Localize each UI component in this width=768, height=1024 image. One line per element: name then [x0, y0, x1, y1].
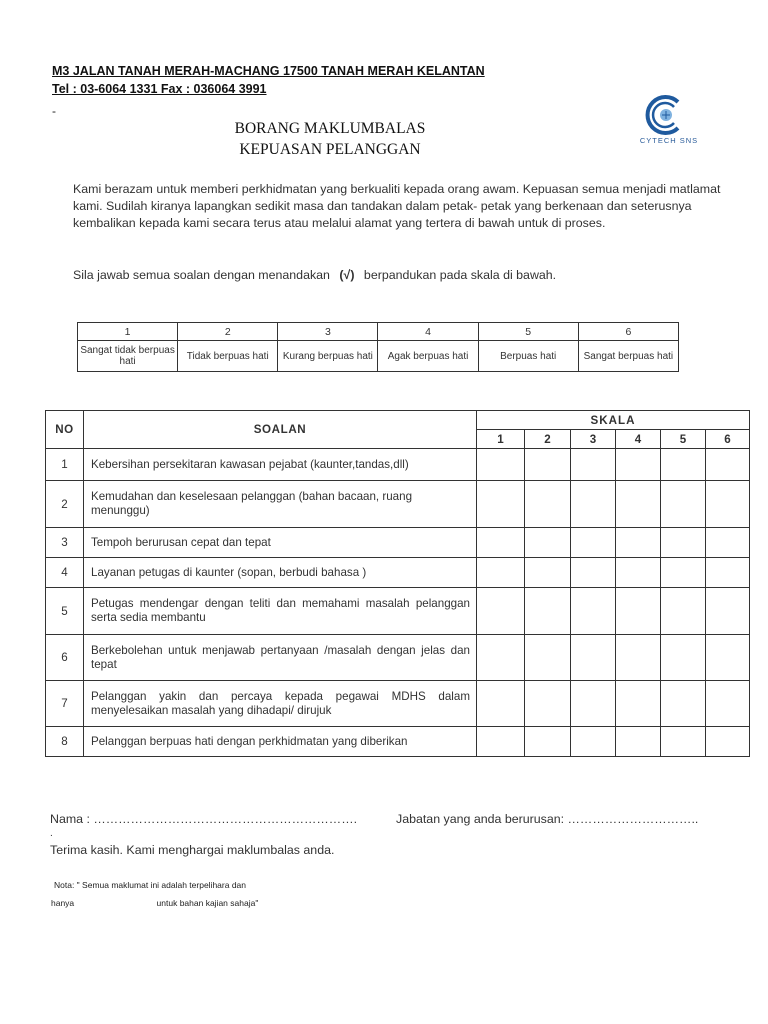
rating-cell[interactable]	[706, 481, 750, 528]
table-row	[46, 681, 750, 727]
questionnaire-table	[45, 410, 750, 757]
table-row	[46, 635, 750, 681]
scale-legend-desc: Sangat tidak berpuas hati	[78, 341, 178, 372]
rating-cell[interactable]	[571, 681, 616, 727]
rating-cell[interactable]	[661, 528, 706, 558]
rating-cell[interactable]	[616, 635, 661, 681]
rating-cell[interactable]	[571, 635, 616, 681]
scale-legend-desc: Kurang berpuas hati	[278, 341, 378, 372]
col-skala-header: SKALA	[477, 411, 750, 430]
instruction-text	[73, 268, 556, 282]
rating-cell[interactable]	[661, 481, 706, 528]
scale-legend-table	[77, 322, 679, 372]
rating-cell[interactable]	[706, 588, 750, 635]
rating-cell[interactable]	[477, 727, 525, 757]
form-title-line1: BORANG MAKLUMBALAS	[234, 120, 426, 137]
form-title-line2: KEPUASAN PELANGGAN	[239, 141, 421, 158]
intro-paragraph: Kami berazam untuk memberi perkhidmatan yang berkualiti kepada orang awam. Kepuasan semua menjadi matlamat kami. Sudilah kiranya lapangkan sedikit masa dan tandakan dalam petak- petak yang berkenaan dan seterusnya kembalikan kepada kami secara terus atau melalui alamat yang tertera di bawah untuk di proses.	[73, 182, 721, 230]
scale-num-header: 6	[706, 430, 750, 449]
rating-cell[interactable]	[616, 558, 661, 588]
rating-cell[interactable]	[661, 588, 706, 635]
rating-cell[interactable]	[571, 558, 616, 588]
table-row	[46, 481, 750, 528]
rating-cell[interactable]	[525, 481, 571, 528]
footer-dot: .	[50, 828, 53, 839]
rating-cell[interactable]	[706, 635, 750, 681]
logo-text: CYTECH SNS	[639, 136, 699, 145]
scale-num-header: 5	[661, 430, 706, 449]
row-number: 7	[46, 681, 84, 727]
instruction-before: Sila jawab semua soalan dengan menandakan	[73, 268, 330, 282]
rating-cell[interactable]	[706, 558, 750, 588]
rating-cell[interactable]	[616, 588, 661, 635]
rating-cell[interactable]	[477, 449, 525, 481]
row-question: Layanan petugas di kaunter (sopan, berbudi bahasa )	[84, 558, 477, 588]
rating-cell[interactable]	[525, 727, 571, 757]
scale-num-header: 4	[616, 430, 661, 449]
rating-cell[interactable]	[571, 481, 616, 528]
cytech-logo-icon	[622, 78, 716, 164]
nota-line2-b: untuk bahan kajian sahaja"	[156, 898, 259, 908]
rating-cell[interactable]	[571, 727, 616, 757]
rating-cell[interactable]	[571, 588, 616, 635]
rating-cell[interactable]	[616, 727, 661, 757]
jabatan-field[interactable]: Jabatan yang anda berurusan: …………………………..	[396, 812, 699, 826]
rating-cell[interactable]	[525, 528, 571, 558]
rating-cell[interactable]	[706, 449, 750, 481]
scale-num-header: 3	[571, 430, 616, 449]
row-number: 5	[46, 588, 84, 635]
row-number: 8	[46, 727, 84, 757]
table-row	[46, 528, 750, 558]
row-question: Pelanggan yakin dan percaya kepada pegawai MDHS dalam menyelesaikan masalah yang dihadapi/ dirujuk	[84, 681, 477, 727]
nama-field[interactable]: Nama : ……………………………………………………….	[50, 812, 358, 826]
rating-cell[interactable]	[525, 635, 571, 681]
row-question: Tempoh berurusan cepat dan tepat	[84, 528, 477, 558]
rating-cell[interactable]	[571, 528, 616, 558]
scale-legend-num: 4	[378, 323, 478, 341]
table-row	[46, 449, 750, 481]
rating-cell[interactable]	[525, 681, 571, 727]
scale-num-header: 2	[525, 430, 571, 449]
rating-cell[interactable]	[616, 681, 661, 727]
row-question: Berkebolehan untuk menjawab pertanyaan /masalah dengan jelas dan tepat	[84, 635, 477, 681]
rating-cell[interactable]	[525, 558, 571, 588]
rating-cell[interactable]	[477, 558, 525, 588]
row-number: 3	[46, 528, 84, 558]
table-row	[46, 558, 750, 588]
table-row	[46, 588, 750, 635]
nota-line2	[51, 898, 258, 908]
rating-cell[interactable]	[525, 588, 571, 635]
table-row	[46, 727, 750, 757]
tick-mark: (√)	[339, 268, 355, 282]
rating-cell[interactable]	[706, 727, 750, 757]
rating-cell[interactable]	[706, 681, 750, 727]
rating-cell[interactable]	[706, 528, 750, 558]
scale-num-header: 1	[477, 430, 525, 449]
row-question: Petugas mendengar dengan teliti dan memahami masalah pelanggan serta sedia membantu	[84, 588, 477, 635]
rating-cell[interactable]	[661, 681, 706, 727]
header-address: M3 JALAN TANAH MERAH-MACHANG 17500 TANAH MERAH KELANTAN	[52, 64, 485, 78]
scale-legend-num: 1	[78, 323, 178, 341]
row-number: 6	[46, 635, 84, 681]
col-no-header: NO	[46, 411, 84, 449]
scale-legend-desc: Sangat berpuas hati	[578, 341, 678, 372]
instruction-after: berpandukan pada skala di bawah.	[363, 268, 557, 282]
scale-legend-desc: Tidak berpuas hati	[178, 341, 278, 372]
col-soalan-header: SOALAN	[84, 411, 477, 449]
rating-cell[interactable]	[477, 481, 525, 528]
header-dash: -	[52, 104, 56, 118]
rating-cell[interactable]	[477, 528, 525, 558]
rating-cell[interactable]	[616, 481, 661, 528]
rating-cell[interactable]	[477, 588, 525, 635]
scale-legend-num: 3	[278, 323, 378, 341]
nota-line2-a: hanya	[51, 898, 75, 908]
header-contact: Tel : 03-6064 1331 Fax : 036064 3991	[52, 82, 267, 96]
row-question: Kebersihan persekitaran kawasan pejabat (kaunter,tandas,dll)	[84, 449, 477, 481]
rating-cell[interactable]	[477, 635, 525, 681]
rating-cell[interactable]	[525, 449, 571, 481]
scale-legend-num: 6	[578, 323, 678, 341]
scale-legend-desc: Berpuas hati	[478, 341, 578, 372]
rating-cell[interactable]	[661, 558, 706, 588]
scale-legend-desc: Agak berpuas hati	[378, 341, 478, 372]
rating-cell[interactable]	[661, 635, 706, 681]
row-question: Kemudahan dan keselesaan pelanggan (bahan bacaan, ruang menunggu)	[84, 481, 477, 528]
rating-cell[interactable]	[571, 449, 616, 481]
scale-legend-num: 2	[178, 323, 278, 341]
rating-cell[interactable]	[661, 727, 706, 757]
thanks-text: Terima kasih. Kami menghargai maklumbalas anda.	[50, 843, 335, 857]
row-question: Pelanggan berpuas hati dengan perkhidmatan yang diberikan	[84, 727, 477, 757]
rating-cell[interactable]	[616, 528, 661, 558]
rating-cell[interactable]	[661, 449, 706, 481]
rating-cell[interactable]	[616, 449, 661, 481]
scale-legend-num: 5	[478, 323, 578, 341]
row-number: 4	[46, 558, 84, 588]
row-number: 2	[46, 481, 84, 528]
rating-cell[interactable]	[477, 681, 525, 727]
nota-line1: Nota: " Semua maklumat ini adalah terpelihara dan	[54, 880, 247, 890]
row-number: 1	[46, 449, 84, 481]
